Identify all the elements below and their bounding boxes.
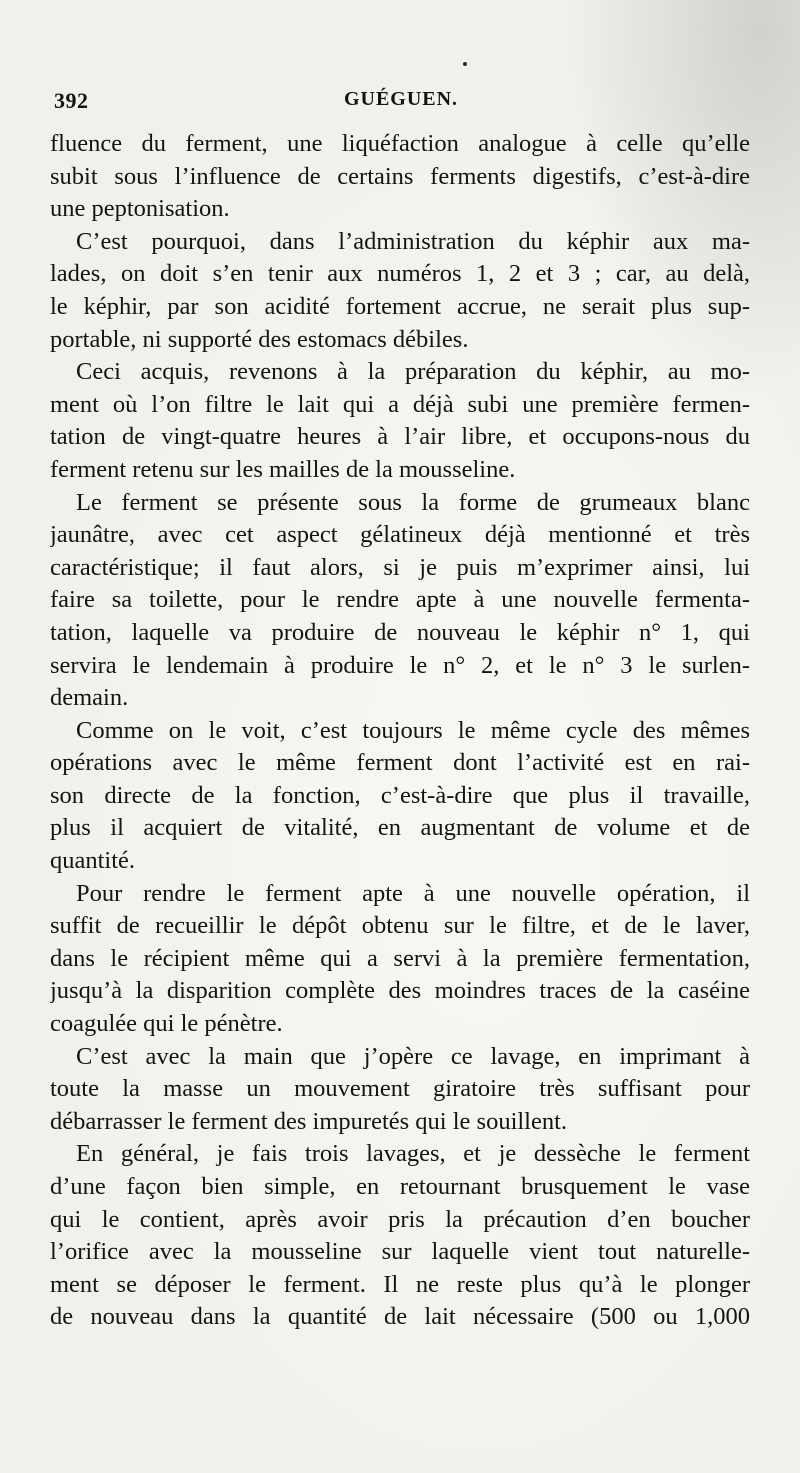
text-line: plus il acquiert de vitalité, en augmentant de volume et de (50, 814, 750, 842)
text-line: d’une façon bien simple, en retournant brusquement le vase (50, 1173, 750, 1200)
text-line: qui le contient, après avoir pris la précaution d’en boucher (50, 1205, 750, 1233)
text-line: débarrasser le ferment des impuretés qui le souillent. (50, 1107, 568, 1135)
text-line: une peptonisation. (50, 195, 230, 223)
text-line: dans le récipient même qui a servi à la première fermentation, (50, 944, 750, 972)
text-line: C’est avec la main que j’opère ce lavage, en imprimant à (76, 1042, 750, 1070)
text-line: de nouveau dans la quantité de lait nécessaire (500 ou 1,000 (50, 1303, 750, 1331)
text-line: Pour rendre le ferment apte à une nouvelle opération, il (76, 879, 750, 907)
text-line: son directe de la fonction, c’est-à-dire que plus il travaille, (50, 781, 750, 809)
text-line: ment se déposer le ferment. Il ne reste plus qu’à le plonger (50, 1270, 750, 1298)
text-line: portable, ni supporté des estomacs débiles. (50, 325, 469, 353)
text-line: En général, je fais trois lavages, et je dessèche le ferment (76, 1140, 750, 1168)
text-line: subit sous l’influence de certains ferments digestifs, c’est-à-dire (50, 162, 750, 190)
text-line: Le ferment se présente sous la forme de grumeaux blanc (76, 488, 750, 516)
text-line: ferment retenu sur les mailles de la mousseline. (50, 455, 516, 483)
text-line: Comme on le voit, c’est toujours le même cycle des mêmes (76, 716, 750, 744)
running-head: GUÉGUEN. (343, 88, 459, 110)
page-header (54, 88, 748, 118)
print-speck (463, 62, 467, 66)
text-line: caractéristique; il faut alors, si je puis m’exprimer ainsi, lui (50, 553, 750, 581)
text-line: Ceci acquis, revenons à la préparation du képhir, au mo- (76, 358, 750, 386)
text-line: toute la masse un mouvement giratoire très suffisant pour (50, 1075, 750, 1103)
text-line: coagulée qui le pénètre. (50, 1010, 283, 1038)
body-text (50, 128, 750, 1334)
text-line: C’est pourquoi, dans l’administration du képhir aux ma- (76, 227, 750, 255)
text-line: fluence du ferment, une liquéfaction analogue à celle qu’elle (50, 130, 750, 157)
text-line: tation, laquelle va produire de nouveau le képhir n° 1, qui (50, 618, 750, 646)
text-line: lades, on doit s’en tenir aux numéros 1, 2 et 3 ; car, au delà, (50, 260, 750, 288)
text-line: tation de vingt-quatre heures à l’air libre, et occupons-nous du (50, 423, 750, 451)
text-line: jusqu’à la disparition complète des moindres traces de la caséine (50, 977, 750, 1005)
text-line: quantité. (50, 847, 136, 875)
text-line: le képhir, par son acidité fortement accrue, ne serait plus sup- (50, 292, 750, 320)
page-number: 392 (54, 88, 89, 113)
text-line: faire sa toilette, pour le rendre apte à une nouvelle fermenta- (50, 586, 750, 614)
text-line: servira le lendemain à produire le n° 2, et le n° 3 le surlen- (50, 651, 750, 679)
text-line: l’orifice avec la mousseline sur laquelle vient tout naturelle- (50, 1238, 750, 1266)
text-line: demain. (50, 684, 129, 712)
text-line: jaunâtre, avec cet aspect gélatineux déjà mentionné et très (50, 521, 750, 549)
text-line: opérations avec le même ferment dont l’activité est en rai- (50, 749, 750, 777)
text-line: suffit de recueillir le dépôt obtenu sur le filtre, et de le laver, (50, 912, 750, 940)
text-line: ment où l’on filtre le lait qui a déjà subi une première fermen- (50, 390, 750, 418)
